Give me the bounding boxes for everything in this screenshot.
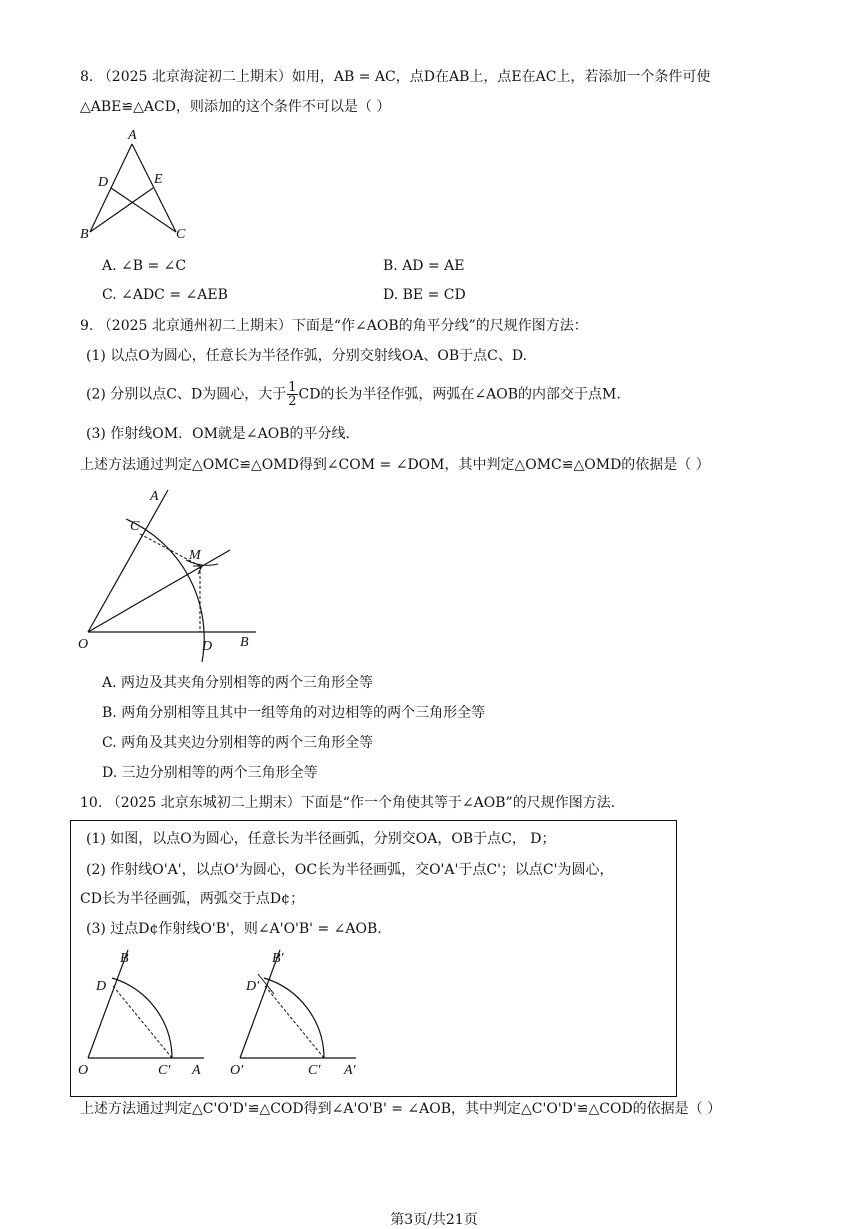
- q10-left-figure: [76, 948, 216, 1080]
- q9-option-b: B. 两角分别相等且其中一组等角的对边相等的两个三角形全等: [102, 705, 486, 721]
- q8-option-d: D. BE = CD: [383, 287, 466, 303]
- q10-step2a: (2) 作射线O'A'，以点O'为圆心，OC长为半径画弧，交O'A'于点C'；以点C'为圆心，: [86, 862, 614, 878]
- q8-stem-line2: △ABE≌△ACD，则添加的这个条件不可以是（ ）: [80, 99, 391, 115]
- q8-label-d: D: [98, 175, 109, 190]
- q9-bisector-figure: [76, 486, 266, 662]
- q9-label-c: C: [130, 519, 140, 534]
- q10-right-label-a: A': [344, 1063, 356, 1078]
- q8-option-c: C. ∠ADC = ∠AEB: [102, 287, 228, 303]
- q10-question: 上述方法通过判定△C'O'D'≌△COD得到∠A'O'B' = ∠AOB，其中判定△C'O'D'≌△COD的依据是（ ）: [80, 1101, 722, 1117]
- q8-label-a: A: [128, 128, 137, 143]
- q10-left-label-b: B: [120, 951, 129, 966]
- q8-option-b: B. AD = AE: [383, 258, 465, 274]
- q10-right-label-o: O': [230, 1063, 244, 1078]
- q10-stem: 10. （2025 北京东城初二上期末）下面是“作一个角使其等于∠AOB”的尺规作图方法.: [80, 795, 616, 811]
- q10-left-label-d: D: [96, 979, 107, 994]
- q9-option-a: A. 两边及其夹角分别相等的两个三角形全等: [102, 675, 374, 691]
- q8-stem-line1: 8. （2025 北京海淀初二上期末）如用，AB = AC，点D在AB上，点E在AC上，若添加一个条件可使: [80, 69, 711, 85]
- q8-label-b: B: [80, 227, 89, 242]
- q10-step1: (1) 如图，以点O为圆心，任意长为半径画弧，分别交OA，OB于点C， D；: [86, 831, 556, 847]
- q9-step2: [86, 381, 621, 408]
- q9-step2-post: CD的长为半径作弧，两弧在∠AOB的内部交于点M.: [298, 386, 621, 403]
- q10-right-label-d: D': [246, 979, 260, 994]
- q8-label-e: E: [154, 172, 163, 187]
- q9-question: 上述方法通过判定△OMC≌△OMD得到∠COM = ∠DOM，其中判定△OMC≌△OMD的依据是（ ）: [80, 457, 710, 473]
- page-footer: 第3页/共21页: [390, 1212, 478, 1228]
- q9-option-d: D. 三边分别相等的两个三角形全等: [102, 765, 318, 781]
- q10-right-label-b: B': [272, 951, 284, 966]
- q10-right-figure: [228, 948, 368, 1080]
- q9-step3: (3) 作射线OM．OM就是∠AOB的平分线.: [86, 426, 350, 442]
- q9-label-a: A: [150, 489, 159, 504]
- q10-right-label-c: C': [308, 1063, 321, 1078]
- q9-label-b: B: [240, 635, 249, 650]
- q8-label-c: C: [176, 227, 186, 242]
- q9-label-m: M: [189, 548, 201, 563]
- q8-triangle-figure: [80, 126, 200, 244]
- q9-label-d: D: [202, 639, 213, 654]
- q9-stem: 9. （2025 北京通州初二上期末）下面是“作∠AOB的角平分线”的尺规作图方法：: [80, 318, 588, 334]
- q8-option-a: A. ∠B = ∠C: [102, 258, 187, 274]
- q9-step2-pre: (2) 分别以点C、D为圆心，大于: [86, 386, 287, 403]
- q10-left-label-o: O: [78, 1063, 89, 1078]
- q9-fraction-num: 1: [288, 380, 297, 395]
- q10-left-label-c: C': [158, 1063, 171, 1078]
- q9-fraction: [287, 381, 297, 408]
- q10-step2b: CD长为半径画弧，两弧交于点D¢；: [80, 891, 305, 907]
- q10-left-label-a: A: [192, 1063, 201, 1078]
- q10-step3: (3) 过点D¢作射线O'B'，则∠A'O'B' = ∠AOB.: [86, 921, 382, 937]
- q9-step1: (1) 以点O为圆心，任意长为半径作弧，分别交射线OA、OB于点C、D.: [86, 348, 527, 364]
- q9-label-o: O: [78, 637, 89, 652]
- q9-option-c: C. 两角及其夹边分别相等的两个三角形全等: [102, 735, 374, 751]
- q9-fraction-den: 2: [288, 394, 297, 409]
